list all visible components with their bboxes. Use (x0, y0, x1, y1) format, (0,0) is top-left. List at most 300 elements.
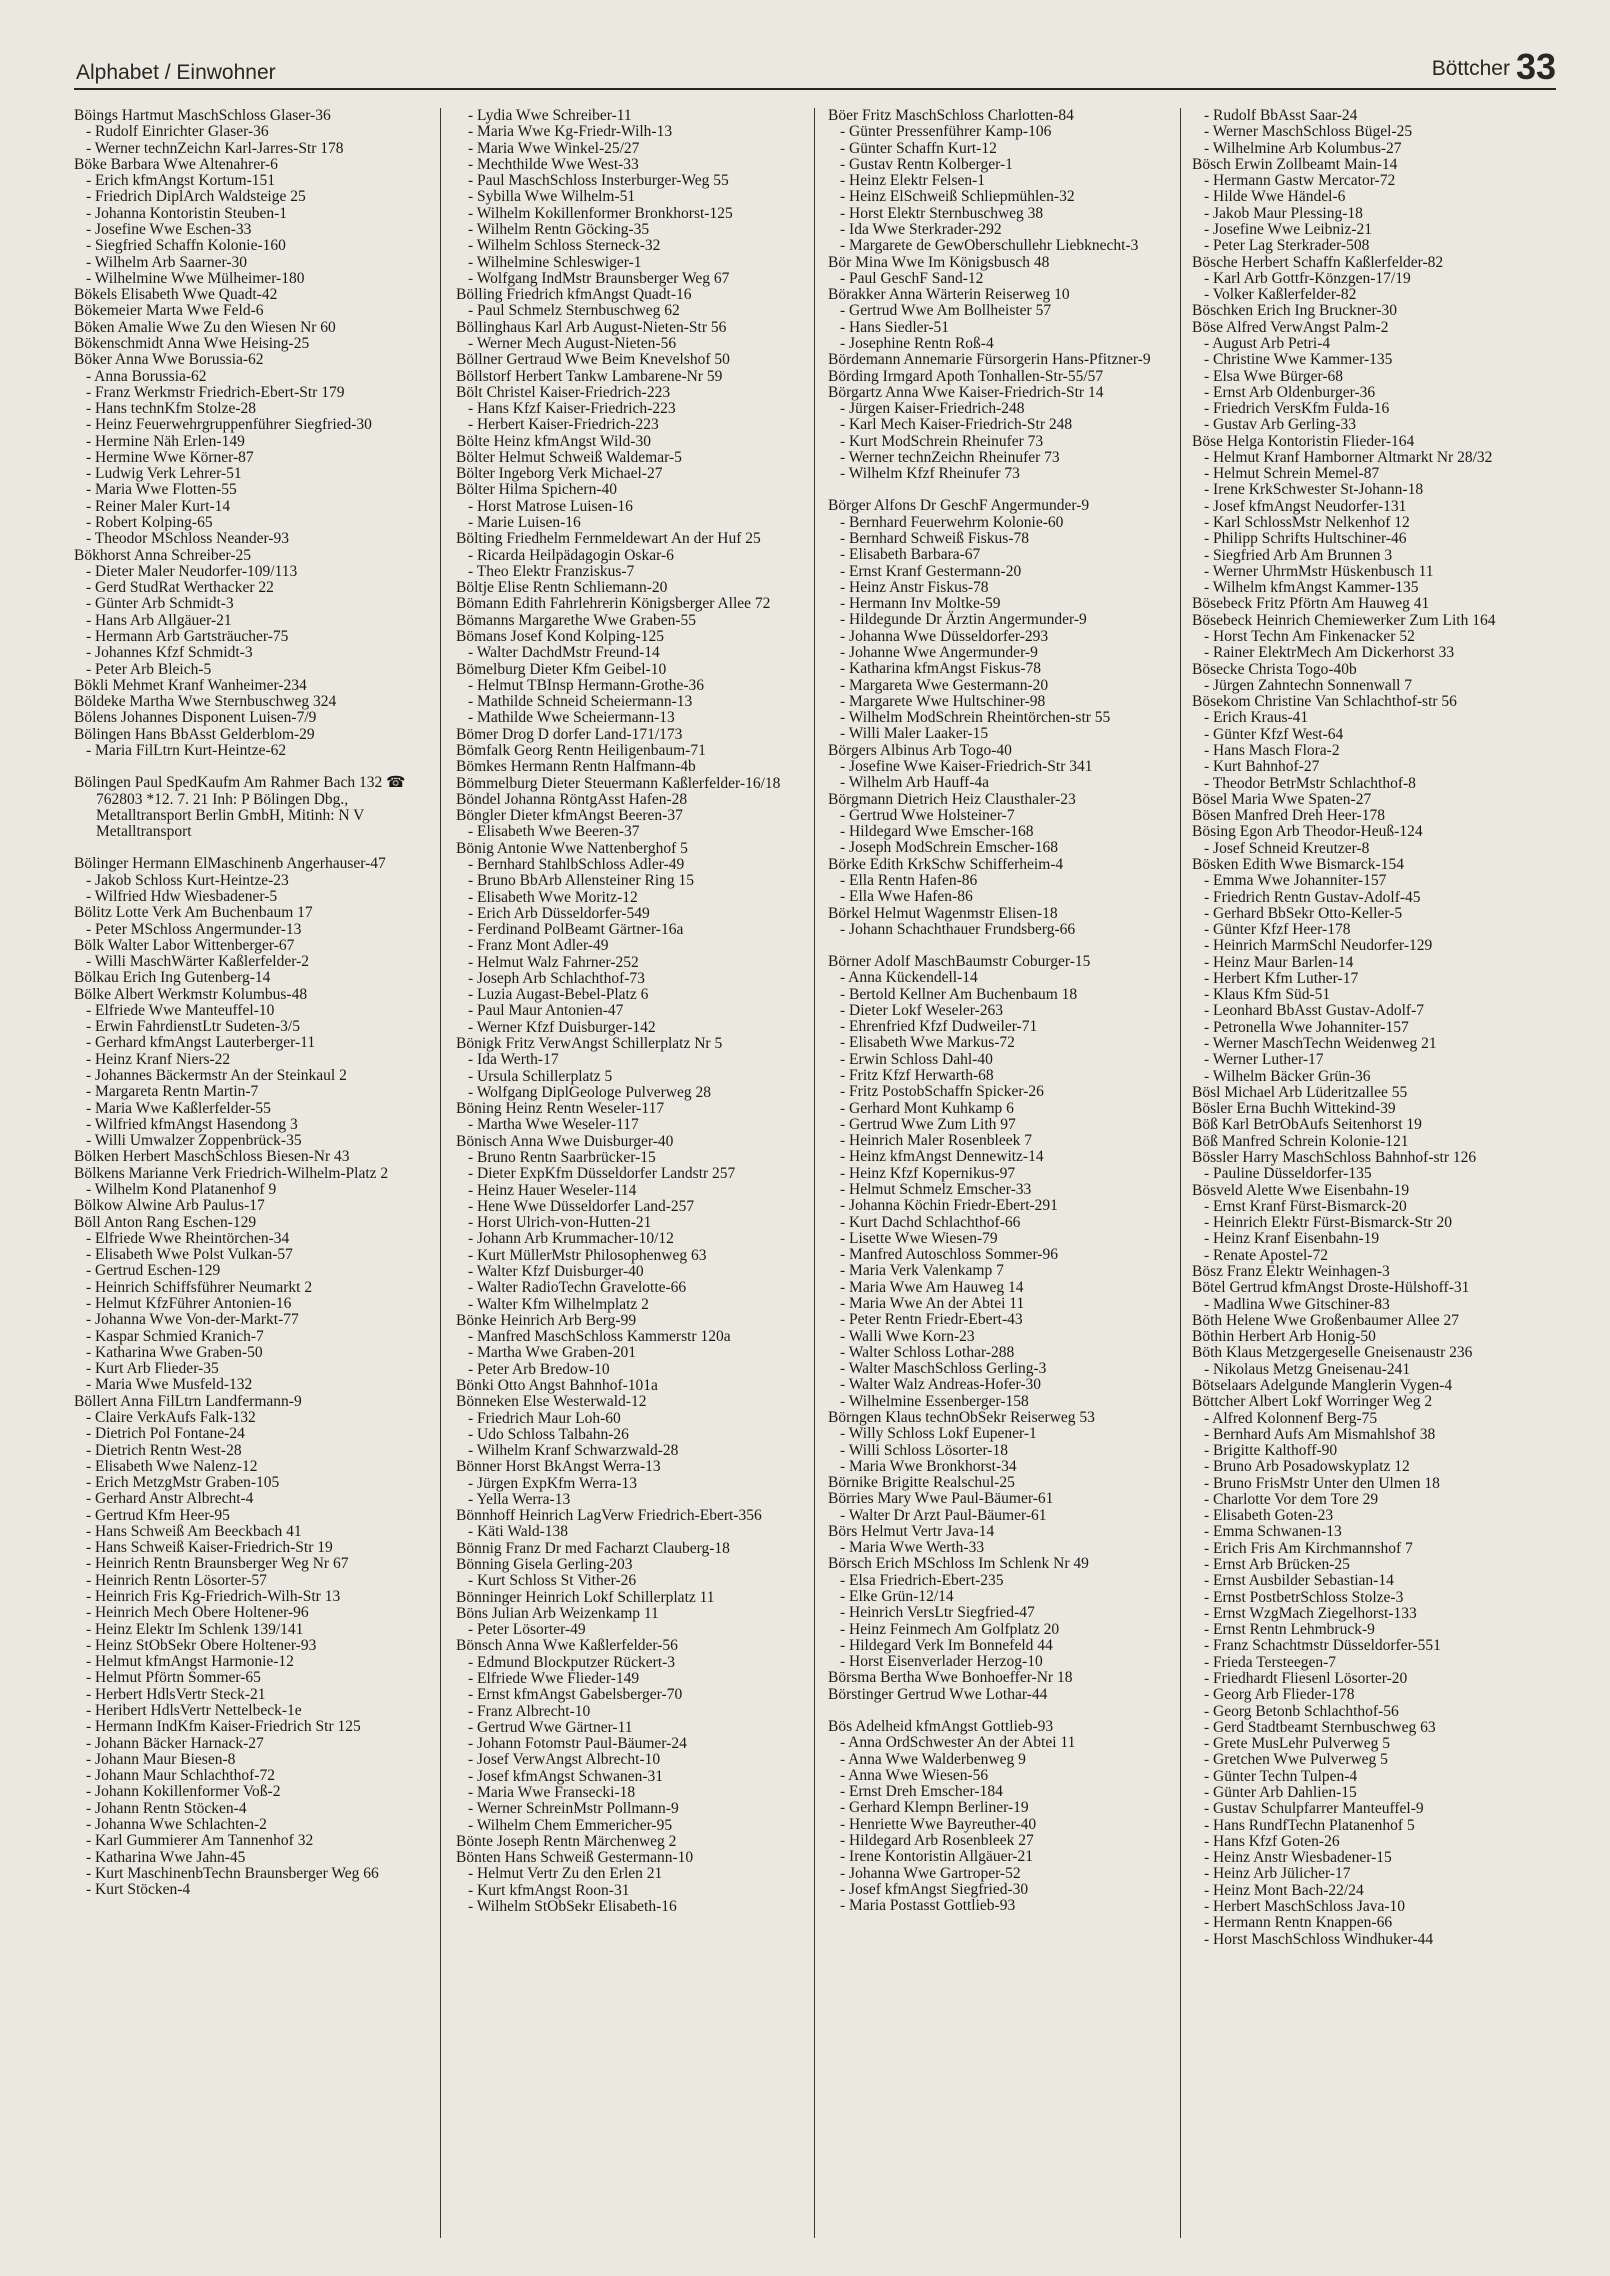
directory-entry: - Hermann Rentn Knappen-66 (1204, 1914, 1393, 1932)
directory-entry: - Walter Kfzf Duisburger-40 (468, 1262, 644, 1280)
directory-entry: - Peter Arb Bredow-10 (468, 1360, 610, 1378)
directory-entry: - Erich Kraus-41 (1204, 709, 1309, 727)
directory-entry: - Ernst PostbetrSchloss Stolze-3 (1204, 1588, 1404, 1606)
directory-entry: - Volker Kaßlerfelder-82 (1204, 286, 1357, 304)
directory-entry: - Wilhelm Rentn Göcking-35 (468, 220, 650, 238)
directory-entry: Bösz Franz Elektr Weinhagen-3 (1192, 1262, 1390, 1280)
directory-entry: - Gerhard Mont Kuhkamp 6 (840, 1099, 1014, 1117)
directory-entry: Bösen Manfred Dreh Heer-178 (1192, 807, 1385, 825)
directory-entry: Bösel Maria Wwe Spaten-27 (1192, 790, 1372, 808)
directory-entry: - Friedrich DiplArch Waldsteige 25 (86, 188, 306, 206)
directory-entry: - Maria FilLtrn Kurt-Heintze-62 (86, 741, 287, 759)
directory-entry: Bötselaars Adelgunde Manglerin Vygen-4 (1192, 1376, 1453, 1394)
directory-entry: - Kurt Stöcken-4 (86, 1881, 191, 1899)
directory-entry: - Elfriede Wwe Manteuffel-10 (86, 1001, 275, 1019)
directory-entry: Böning Heinz Rentn Weseler-117 (456, 1100, 665, 1118)
directory-entry: Böllner Gertraud Wwe Beim Knevelshof 50 (456, 351, 730, 369)
directory-entry: - Helmut Pförtn Sommer-65 (86, 1669, 261, 1687)
directory-entry: - Kurt MüllerMstr Philosophenweg 63 (468, 1246, 707, 1264)
directory-entry: - Wilfried Hdw Wiesbadener-5 (86, 887, 278, 905)
directory-entry: - Elke Grün-12/14 (840, 1588, 954, 1606)
directory-entry: - Maria Wwe Werth-33 (840, 1539, 985, 1557)
directory-entry: - Heinrich MarmSchl Neudorfer-129 (1204, 937, 1433, 955)
directory-entry: - Renate Apostel-72 (1204, 1246, 1328, 1264)
directory-entry: - Horst Eisenverlader Herzog-10 (840, 1653, 1043, 1671)
directory-entry: - Walter Dr Arzt Paul-Bäumer-61 (840, 1506, 1047, 1524)
directory-entry: Böse Helga Kontoristin Flieder-164 (1192, 432, 1415, 450)
directory-entry: Bölt Christel Kaiser-Friedrich-223 (456, 383, 671, 401)
directory-entry: - Gustav Schulpfarrer Manteuffel-9 (1204, 1800, 1424, 1818)
directory-entry: - Elisabeth Wwe Moritz-12 (468, 888, 638, 906)
directory-entry: - Maria Postasst Gottlieb-93 (840, 1897, 1016, 1915)
directory-entry: - Hans Kfzf Kaiser-Friedrich-223 (468, 400, 676, 418)
directory-entry: Börstinger Gertrud Wwe Lothar-44 (828, 1685, 1048, 1703)
directory-entry: Bönneken Else Westerwald-12 (456, 1393, 647, 1411)
directory-entry: Böer Fritz MaschSchloss Charlotten-84 (828, 108, 1074, 124)
directory-entry: - Paul Maur Antonien-47 (468, 1002, 624, 1020)
directory-entry: - Heinz Hauer Weseler-114 (468, 1181, 637, 1199)
directory-entry: - Udo Schloss Talbahn-26 (468, 1425, 629, 1443)
directory-entry: Börke Edith KrkSchw Schifferheim-4 (828, 855, 1064, 873)
directory-entry: - Hildegard Arb Rosenbleek 27 (840, 1831, 1034, 1849)
directory-entry: - Gerhard Klempn Berliner-19 (840, 1799, 1029, 1817)
directory-entry: - Günter Schaffn Kurt-12 (840, 139, 997, 157)
directory-entry: Bökhorst Anna Schreiber-25 (74, 546, 252, 564)
directory-entry: - Hans technKfm Stolze-28 (86, 400, 257, 418)
directory-entry: - Gertrud Eschen-129 (86, 1262, 221, 1280)
directory-entry: Börgartz Anna Wwe Kaiser-Friedrich-Str 14 (828, 383, 1104, 401)
directory-entry: - Werner MaschTechn Weidenweg 21 (1204, 1035, 1437, 1053)
directory-entry: - Johanne Wwe Angermunder-9 (840, 644, 1038, 661)
directory-entry: - Johann Schachthauer Frundsberg-66 (840, 920, 1076, 938)
directory-entry: - Ursula Schillerplatz 5 (468, 1067, 613, 1085)
directory-entry: - Wilfried kfmAngst Hasendong 3 (86, 1115, 298, 1133)
directory-entry: Bösekom Christine Van Schlachthof-str 56 (1192, 693, 1457, 711)
directory-entry: - Ferdinand PolBeamt Gärtner-16a (468, 921, 684, 939)
directory-entry: - Elsa Friedrich-Ebert-235 (840, 1571, 1004, 1589)
directory-entry: - Walter Walz Andreas-Hofer-30 (840, 1376, 1042, 1394)
directory-entry: - Paul GeschF Sand-12 (840, 269, 984, 287)
directory-entry: - Heinz Feuerwehrgruppenführer Siegfried-30 (86, 416, 372, 434)
directory-entry: - Alfred Kolonnenf Berg-75 (1204, 1409, 1378, 1427)
directory-entry: - Josefine Wwe Eschen-33 (86, 220, 252, 238)
directory-entry: - Werner Mech August-Nieten-56 (468, 334, 677, 352)
directory-entry: - Hans Kfzf Goten-26 (1204, 1832, 1340, 1850)
directory-entry: - Gertrud Wwe Holsteiner-7 (840, 806, 1015, 824)
directory-entry: - Wilhelm Arb Saarner-30 (86, 253, 248, 271)
directory-entry: - Dietrich Rentn West-28 (86, 1441, 242, 1459)
page-header (74, 46, 1556, 90)
directory-entry: - Katharina Wwe Jahn-45 (86, 1848, 246, 1866)
directory-entry: Böllinghaus Karl Arb August-Nieten-Str 56 (456, 318, 727, 336)
directory-entry: - Siegfried Arb Am Brunnen 3 (1204, 546, 1393, 564)
directory-entry: - Hermine Näh Erlen-149 (86, 432, 245, 450)
directory-entry: Bönke Heinrich Arb Berg-99 (456, 1311, 637, 1329)
column-3 (828, 108, 1188, 2238)
directory-entry: Bönsch Anna Wwe Kaßlerfelder-56 (456, 1637, 678, 1655)
directory-entry: - Margarete Wwe Hultschiner-98 (840, 692, 1046, 710)
directory-entry: - Peter Arb Bleich-5 (86, 660, 212, 678)
directory-entry: - Rudolf Einrichter Glaser-36 (86, 123, 269, 141)
directory-entry: - Brigitte Kalthoff-90 (1204, 1442, 1338, 1460)
directory-entry: - Paul Schmelz Sternbuschweg 62 (468, 302, 680, 320)
directory-entry: - Johann Maur Biesen-8 (86, 1750, 236, 1768)
directory-entry: Börakker Anna Wärterin Reiserweg 10 (828, 286, 1070, 304)
directory-entry: - Rainer ElektrMech Am Dickerhorst 33 (1204, 644, 1455, 662)
directory-entry: - Helmut Schrein Memel-87 (1204, 465, 1380, 483)
directory-entry: - Josef kfmAngst Siegfried-30 (840, 1880, 1029, 1898)
directory-entry: Bökli Mehmet Kranf Wanheimer-234 (74, 676, 307, 694)
directory-entry: - Hans Siedler-51 (840, 318, 950, 336)
directory-entry: - Hans Schweiß Am Beeckbach 41 (86, 1522, 302, 1540)
directory-entry: - Willi Schloss Lösorter-18 (840, 1441, 1008, 1459)
directory-entry: - Horst Elektr Sternbuschweg 38 (840, 204, 1044, 222)
column-divider (1180, 108, 1181, 2238)
directory-entry: - Anna Borussia-62 (86, 367, 207, 385)
directory-entry: Bördemann Annemarie Fürsorgerin Hans-Pfitzner-9 (828, 351, 1151, 369)
directory-entry: - Johann Maur Schlachthof-72 (86, 1767, 275, 1785)
directory-entry: - Wilhelm Arb Hauff-4a (840, 774, 990, 792)
directory-entry: Bölingen Paul SpedKaufm Am Rahmer Bach 132 ☎ 762803 *12. 7. 21 Inh: P Bölingen Dbg., Metalltransport Berlin GmbH, Mitinh: N V Metalltransport (74, 774, 406, 841)
directory-entry: - Wilhelm Kranf Schwarzwald-28 (468, 1442, 679, 1460)
directory-entry: Bösebeck Heinrich Chemiewerker Zum Lith 164 (1192, 611, 1496, 629)
directory-entry: - Werner UhrmMstr Hüskenbusch 11 (1204, 562, 1434, 580)
directory-entry: - Maria Wwe Kaßlerfelder-55 (86, 1099, 271, 1117)
directory-entry: Bömkes Hermann Rentn Halfmann-4b (456, 758, 696, 776)
directory-entry: - Frieda Tersteegen-7 (1204, 1653, 1337, 1671)
directory-entry: - Gertrud Wwe Am Bollheister 57 (840, 302, 1052, 320)
directory-entry: Böngler Dieter kfmAngst Beeren-37 (456, 807, 683, 825)
directory-entry: - Heinz Elektr Felsen-1 (840, 172, 986, 190)
directory-entry: - Kurt ModSchrein Rheinufer 73 (840, 432, 1044, 450)
directory-entry: - Fritz Kfzf Herwarth-68 (840, 1067, 994, 1085)
directory-entry: - Horst MaschSchloss Windhuker-44 (1204, 1930, 1434, 1948)
directory-entry: Bölte Heinz kfmAngst Wild-30 (456, 432, 651, 450)
directory-entry: - Johanna Köchin Friedr-Ebert-291 (840, 1197, 1058, 1215)
directory-entry: Böth Klaus Metzgergeselle Gneisenaustr 236 (1192, 1344, 1473, 1362)
column-divider (814, 108, 815, 2238)
directory-entry: - Ernst Ausbilder Sebastian-14 (1204, 1572, 1394, 1590)
directory-entry: - Heinz Elektr Im Schlenk 139/141 (86, 1620, 304, 1638)
directory-entry: Böllert Anna FilLtrn Landfermann-9 (74, 1392, 302, 1410)
directory-entry: - Elisabeth Wwe Nalenz-12 (86, 1457, 258, 1475)
directory-entry: - Manfred Autoschloss Sommer-96 (840, 1246, 1058, 1264)
directory-entry: - Ernst Arb Oldenburger-36 (1204, 383, 1376, 401)
directory-entry: - Jürgen Kaiser-Friedrich-248 (840, 400, 1025, 418)
directory-entry: - Bernhard StahlbSchloss Adler-49 (468, 855, 685, 873)
directory-entry: - Walter DachdMstr Freund-14 (468, 644, 660, 662)
directory-entry: - Josef VerwAngst Albrecht-10 (468, 1751, 661, 1769)
directory-entry: Börnike Brigitte Realschul-25 (828, 1474, 1015, 1492)
directory-entry: Bös Adelheid kfmAngst Gottlieb-93 (828, 1718, 1054, 1735)
directory-entry: - Ernst Dreh Emscher-184 (840, 1783, 1003, 1801)
directory-entry: Böndel Johanna RöntgAsst Hafen-28 (456, 790, 688, 808)
directory-entry: - Johann Rentn Stöcken-4 (86, 1799, 247, 1817)
directory-entry: - Gerd StudRat Werthacker 22 (86, 579, 274, 597)
directory-entry: Böldeke Martha Wwe Sternbuschweg 324 (74, 693, 337, 711)
directory-entry: - Karl SchlossMstr Nelkenhof 12 (1204, 514, 1410, 532)
directory-entry: Bölling Friedrich kfmAngst Quadt-16 (456, 286, 692, 304)
directory-entry: - Wilhelm kfmAngst Kammer-135 (1204, 579, 1419, 597)
directory-entry: - Ricarda Heilpädagogin Oskar-6 (468, 546, 674, 564)
directory-entry: - Theo Elektr Franziskus-7 (468, 562, 635, 580)
directory-entry: - Elisabeth Barbara-67 (840, 546, 981, 564)
directory-entry: - Gustav Arb Gerling-33 (1204, 416, 1356, 434)
directory-entry: - Werner SchreinMstr Pollmann-9 (468, 1800, 679, 1818)
directory-entry: - Jürgen ExpKfm Werra-13 (468, 1474, 638, 1492)
directory-entry: - Lydia Wwe Schreiber-11 (468, 108, 632, 124)
directory-entry: - Kurt Schloss St Vither-26 (468, 1572, 637, 1590)
directory-entry: - Theodor BetrMstr Schlachthof-8 (1204, 774, 1416, 792)
directory-entry: - Wilhelmine Wwe Mülheimer-180 (86, 269, 305, 287)
directory-entry: - Bernhard Aufs Am Mismahlshof 38 (1204, 1425, 1436, 1443)
directory-entry: - Heinrich Schiffsführer Neumarkt 2 (86, 1278, 313, 1296)
directory-entry: - Mechthilde Wwe West-33 (468, 155, 639, 173)
directory-entry: Bör Mina Wwe Im Königsbusch 48 (828, 253, 1050, 271)
directory-entry: - Wilhelm ModSchrein Rheintörchen-str 55 (840, 709, 1111, 727)
directory-entry: Bökemeier Marta Wwe Feld-6 (74, 302, 264, 320)
directory-entry: - Horst Matrose Luisen-16 (468, 497, 633, 515)
directory-entry: Böken Amalie Wwe Zu den Wiesen Nr 60 (74, 318, 336, 336)
entry-gap (74, 759, 434, 775)
directory-entry: - Ludwig Verk Lehrer-51 (86, 465, 242, 483)
directory-entry: - Hildegard Wwe Emscher-168 (840, 823, 1034, 841)
directory-entry: Bötel Gertrud kfmAngst Droste-Hülshoff-31 (1192, 1279, 1470, 1297)
directory-entry: - Anna Wwe Wiesen-56 (840, 1766, 989, 1784)
directory-entry: Böttcher Albert Lokf Worringer Weg 2 (1192, 1393, 1433, 1411)
directory-entry: - Dieter ExpKfm Düsseldorfer Landstr 257 (468, 1165, 736, 1183)
directory-entry: - Kurt Arb Flieder-35 (86, 1360, 219, 1378)
directory-entry: - Georg Arb Flieder-178 (1204, 1686, 1355, 1704)
directory-entry: - Dieter Maler Neudorfer-109/113 (86, 562, 298, 580)
directory-entry: Börries Mary Wwe Paul-Bäumer-61 (828, 1490, 1054, 1508)
directory-entry: - Ernst Rentn Lehmbruck-9 (1204, 1621, 1375, 1639)
running-head-name: Böttcher (1431, 57, 1510, 80)
directory-entry: - Günter Techn Tulpen-4 (1204, 1767, 1358, 1785)
directory-entry: - Wilhelm Schloss Sterneck-32 (468, 237, 661, 255)
directory-entry: - Willi MaschWärter Kaßlerfelder-2 (86, 953, 309, 971)
directory-entry: - Gerhard BbSekr Otto-Keller-5 (1204, 904, 1403, 922)
directory-entry: - Anna OrdSchwester An der Abtei 11 (840, 1734, 1076, 1752)
directory-entry: Bösing Egon Arb Theodor-Heuß-124 (1192, 823, 1423, 841)
directory-entry: - Maria Wwe An der Abtei 11 (840, 1294, 1025, 1312)
directory-entry: Bölter Hilma Spichern-40 (456, 481, 617, 499)
directory-entry: - Gertrud Kfm Heer-95 (86, 1506, 230, 1524)
directory-entry: - Marie Luisen-16 (468, 514, 581, 532)
directory-entry: - Reiner Maler Kurt-14 (86, 497, 231, 515)
directory-entry: - Maria Wwe Winkel-25/27 (468, 139, 640, 157)
directory-entry: - Gretchen Wwe Pulverweg 5 (1204, 1751, 1388, 1769)
directory-entry: - Günter Arb Dahlien-15 (1204, 1783, 1357, 1801)
directory-entry: - Irene Kontoristin Allgäuer-21 (840, 1848, 1033, 1866)
directory-entry: - Nikolaus Metzg Gneisenau-241 (1204, 1360, 1411, 1378)
directory-entry: Bölkens Marianne Verk Friedrich-Wilhelm-Platz 2 (74, 1164, 389, 1182)
directory-entry: - Günter Pressenführer Kamp-106 (840, 123, 1052, 141)
directory-entry: - Wolfgang DiplGeologe Pulverweg 28 (468, 1083, 711, 1101)
directory-entry: - Walter RadioTechn Gravelotte-66 (468, 1279, 687, 1297)
directory-entry: - Kurt Bahnhof-27 (1204, 758, 1320, 776)
directory-entry: - Heinz Maur Barlen-14 (1204, 953, 1354, 971)
directory-entry: - Josef Schneid Kreutzer-8 (1204, 839, 1370, 857)
directory-entry: Böschken Erich Ing Bruckner-30 (1192, 302, 1398, 320)
directory-entry: - Jürgen Zahntechn Sonnenwall 7 (1204, 676, 1413, 694)
directory-entry: - Martha Wwe Weseler-117 (468, 1116, 639, 1134)
directory-entry: - Johann Bäcker Harnack-27 (86, 1734, 264, 1752)
directory-entry: - Heinz kfmAngst Dennewitz-14 (840, 1148, 1044, 1166)
directory-entry: - Christine Wwe Kammer-135 (1204, 351, 1393, 369)
directory-entry: - Ernst WzgMach Ziegelhorst-133 (1204, 1604, 1417, 1622)
directory-entry: Böthin Herbert Arb Honig-50 (1192, 1328, 1376, 1346)
directory-entry: - Friedrich VersKfm Fulda-16 (1204, 400, 1390, 418)
directory-entry: - Werner MaschSchloss Bügel-25 (1204, 123, 1413, 141)
directory-entry: - Erich MetzgMstr Graben-105 (86, 1474, 280, 1492)
directory-entry: Börner Adolf MaschBaumstr Coburger-15 (828, 953, 1091, 971)
directory-entry: - Georg Betonb Schlachthof-56 (1204, 1702, 1399, 1720)
directory-entry: - Wolfgang IndMstr Braunsberger Weg 67 (468, 269, 730, 287)
directory-entry: - Käti Wald-138 (468, 1523, 569, 1541)
directory-entry: - Luzia Augast-Bebel-Platz 6 (468, 986, 649, 1004)
directory-entry: - Gustav Rentn Kolberger-1 (840, 155, 1013, 173)
directory-entry: - Elfriede Wwe Rheintörchen-34 (86, 1229, 290, 1247)
directory-entry: Bömann Edith Fahrlehrerin Königsberger Allee 72 (456, 595, 771, 613)
directory-entry: - Johanna Kontoristin Steuben-1 (86, 204, 288, 222)
directory-entry: Börngen Klaus technObSekr Reiserweg 53 (828, 1408, 1095, 1426)
directory-entry: - Hermann Arb Gartsträucher-75 (86, 628, 289, 645)
directory-entry: - Elisabeth Goten-23 (1204, 1507, 1334, 1525)
directory-entry: Bölinger Hermann ElMaschinenb Angerhauser-47 (74, 855, 386, 873)
directory-entry: - Hans Arb Allgäuer-21 (86, 611, 232, 629)
directory-entry: - Wilhelm Kokillenformer Bronkhorst-125 (468, 204, 733, 222)
directory-entry: - Walli Wwe Korn-23 (840, 1327, 975, 1345)
directory-entry: - Johanna Wwe Von-der-Markt-77 (86, 1311, 299, 1329)
directory-entry: - Ernst Kranf Gestermann-20 (840, 562, 1022, 580)
directory-entry: - Erich Fris Am Kirchmannshof 7 (1204, 1539, 1413, 1557)
directory-entry: - Leonhard BbAsst Gustav-Adolf-7 (1204, 1002, 1424, 1020)
directory-entry: - Josefine Wwe Leibniz-21 (1204, 220, 1373, 238)
directory-entry: - Heribert HdlsVertr Nettelbeck-1e (86, 1702, 302, 1719)
directory-entry: Bönisch Anna Wwe Duisburger-40 (456, 1132, 674, 1150)
directory-entry: Bölkau Erich Ing Gutenberg-14 (74, 969, 271, 987)
directory-entry: - Bruno BbArb Allensteiner Ring 15 (468, 872, 695, 890)
page-number: 33 (1515, 46, 1556, 87)
directory-entry: - Fritz PostobSchaffn Spicker-26 (840, 1083, 1044, 1101)
directory-entry: - Josef kfmAngst Schwanen-31 (468, 1767, 664, 1785)
directory-entry: - Franz Mont Adler-49 (468, 937, 609, 955)
directory-entry: - Hildegard Verk Im Bonnefeld 44 (840, 1636, 1053, 1654)
directory-entry: Bömmelburg Dieter Steuermann Kaßlerfelder-16/18 (456, 774, 781, 792)
directory-entry: - Friedrich Maur Loh-60 (468, 1409, 621, 1427)
directory-entry: - Elisabeth Wwe Polst Vulkan-57 (86, 1246, 293, 1264)
directory-entry: - Josefine Wwe Kaiser-Friedrich-Str 341 (840, 757, 1093, 775)
directory-entry: - Elisabeth Wwe Markus-72 (840, 1034, 1015, 1052)
directory-entry: - Heinz ElSchweiß Schliepmühlen-32 (840, 188, 1075, 206)
directory-entry: - Philipp Schrifts Hultschiner-46 (1204, 530, 1407, 548)
directory-entry: Börsma Bertha Wwe Bonhoeffer-Nr 18 (828, 1669, 1073, 1687)
directory-columns (74, 108, 1556, 2238)
directory-entry: - Heinz Kfzf Kopernikus-97 (840, 1164, 1016, 1182)
directory-entry: - Bruno Rentn Saarbrücker-15 (468, 1149, 656, 1166)
directory-entry: - Emma Wwe Johanniter-157 (1204, 872, 1387, 890)
entry-gap (74, 840, 434, 856)
directory-entry: - Johann Arb Krummacher-10/12 (468, 1230, 674, 1248)
directory-entry: - Heinz Anstr Fiskus-78 (840, 578, 989, 596)
directory-entry: - Hermann Gastw Mercator-72 (1204, 172, 1396, 190)
directory-entry: - Wilhelm StObSekr Elisabeth-16 (468, 1897, 677, 1915)
directory-entry: Bönning Gisela Gerling-203 (456, 1556, 633, 1574)
directory-entry: - Horst Ulrich-von-Hutten-21 (468, 1214, 652, 1232)
directory-entry: - Werner technZeichn Rheinufer 73 (840, 448, 1060, 466)
directory-entry: - Johanna Wwe Düsseldorfer-293 (840, 627, 1049, 645)
directory-entry: - Petronella Wwe Johanniter-157 (1204, 1018, 1409, 1036)
directory-entry: - Heinz Kranf Niers-22 (86, 1050, 231, 1068)
directory-entry: - Peter Lösorter-49 (468, 1621, 586, 1639)
directory-entry: - Manfred MaschSchloss Kammerstr 120a (468, 1328, 731, 1346)
directory-entry: - Mathilde Wwe Scheiermann-13 (468, 709, 675, 727)
directory-entry: - Werner Luther-17 (1204, 1051, 1324, 1069)
directory-entry: - Pauline Düsseldorfer-135 (1204, 1165, 1372, 1183)
directory-entry: - Maria Wwe Bronkhorst-34 (840, 1457, 1017, 1475)
directory-entry: Bömelburg Dieter Kfm Geibel-10 (456, 660, 667, 678)
directory-entry: - Herbert Kaiser-Friedrich-223 (468, 416, 659, 434)
directory-entry: Börding Irmgard Apoth Tonhallen-Str-55/57 (828, 367, 1104, 385)
directory-entry: - Edmund Blockputzer Rückert-3 (468, 1653, 676, 1671)
directory-entry: - Hermine Wwe Körner-87 (86, 448, 254, 466)
directory-entry: - Walter Kfm Wilhelmplatz 2 (468, 1295, 649, 1313)
directory-entry: Bösecke Christa Togo-40b (1192, 660, 1357, 678)
directory-entry: Bösche Herbert Schaffn Kaßlerfelder-82 (1192, 253, 1444, 271)
directory-entry: - Gerd Stadtbeamt Sternbuschweg 63 (1204, 1718, 1436, 1736)
directory-entry: Bösebeck Fritz Pförtn Am Hauweg 41 (1192, 595, 1430, 613)
directory-entry: - Franz Albrecht-10 (468, 1702, 591, 1720)
directory-entry: - Hermann Inv Moltke-59 (840, 595, 1001, 613)
directory-entry: - Kaspar Schmied Kranich-7 (86, 1327, 264, 1345)
directory-entry: - Grete MusLehr Pulverweg 5 (1204, 1735, 1390, 1753)
directory-entry: Bönten Hans Schweiß Gestermann-10 (456, 1849, 694, 1867)
directory-entry: - Heinrich Rentn Lösorter-57 (86, 1571, 267, 1589)
directory-entry: - Helmut Vertr Zu den Erlen 21 (468, 1865, 663, 1883)
column-divider (440, 108, 441, 2238)
directory-entry: - Josephine Rentn Roß-4 (840, 334, 994, 352)
directory-entry: Bölting Friedhelm Fernmeldewart An der Huf 25 (456, 530, 761, 548)
directory-entry: - Bertold Kellner Am Buchenbaum 18 (840, 985, 1078, 1003)
directory-entry: - Johann Kokillenformer Voß-2 (86, 1783, 281, 1801)
directory-entry: - Werner Kfzf Duisburger-142 (468, 1018, 656, 1036)
directory-entry: - Dieter Lokf Weseler-263 (840, 1001, 1003, 1019)
directory-entry: - Peter Rentn Friedr-Ebert-43 (840, 1311, 1023, 1329)
directory-entry: Bökels Elisabeth Wwe Quadt-42 (74, 286, 278, 304)
directory-entry: - Helmut KfzFührer Antonien-16 (86, 1294, 292, 1312)
directory-entry: Bölke Albert Werkmstr Kolumbus-48 (74, 985, 308, 1003)
directory-entry: - Maria Verk Valenkamp 7 (840, 1262, 1004, 1280)
directory-entry: - Gertrud Wwe Zum Lith 97 (840, 1115, 1016, 1133)
directory-entry: - Heinz Feinmech Am Golfplatz 20 (840, 1620, 1060, 1638)
directory-entry: Bössler Harry MaschSchloss Bahnhof-str 126 (1192, 1149, 1477, 1166)
directory-entry: - Ernst Kranf Fürst-Bismarck-20 (1204, 1197, 1407, 1215)
directory-entry: Bösler Erna Buchh Wittekind-39 (1192, 1100, 1396, 1118)
directory-entry: - Franz Schachtmstr Düsseldorfer-551 (1204, 1637, 1441, 1655)
directory-entry: - Johann Fotomstr Paul-Bäumer-24 (468, 1735, 687, 1753)
directory-entry: - Klaus Kfm Süd-51 (1204, 986, 1331, 1004)
directory-entry: - Hermann IndKfm Kaiser-Friedrich Str 125 (86, 1718, 361, 1736)
directory-entry: - Gerhard kfmAngst Lauterberger-11 (86, 1034, 316, 1052)
directory-entry: - Karl Gummierer Am Tannenhof 32 (86, 1832, 314, 1850)
directory-entry: - Paul MaschSchloss Insterburger-Weg 55 (468, 172, 729, 190)
running-head (1432, 46, 1556, 88)
directory-entry: - Theodor MSchloss Neander-93 (86, 530, 290, 548)
directory-entry: - Helmut kfmAngst Harmonie-12 (86, 1653, 294, 1671)
directory-entry: - Johannes Kfzf Schmidt-3 (86, 644, 253, 662)
directory-entry: - Heinz Kranf Eisenbahn-19 (1204, 1230, 1380, 1248)
